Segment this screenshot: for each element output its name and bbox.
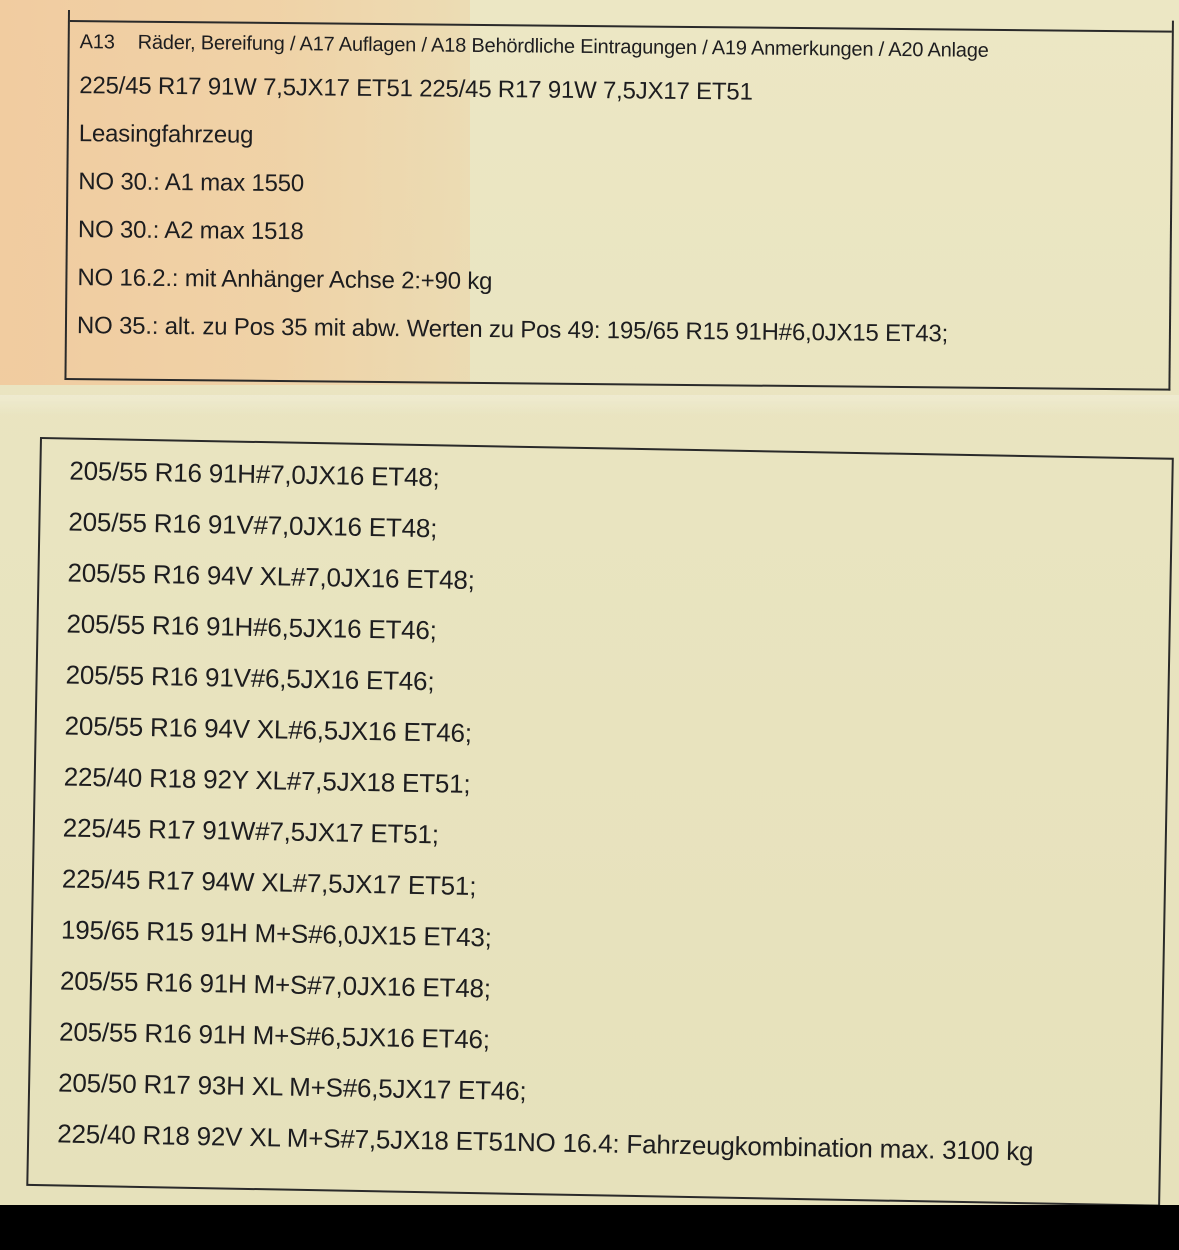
- tire-entry: 195/65 R15 91H M+S#6,0JX15 ET43;: [60, 914, 493, 953]
- remarks-lines: [77, 22, 1164, 360]
- tire-entry: 225/45 R17 94W XL#7,5JX17 ET51;: [61, 863, 477, 902]
- text-line: NO 35.: alt. zu Pos 35 mit abw. Werten zu Pos 49: 195/65 R15 91H#6,0JX15 ET43;: [76, 312, 949, 348]
- section-code: A13: [79, 31, 115, 54]
- tire-entry: 205/55 R16 94V XL#6,5JX16 ET46;: [64, 710, 473, 748]
- tire-entry: 205/55 R16 91H#7,0JX16 ET48;: [69, 455, 440, 493]
- tire-entry: 205/50 R17 93H XL M+S#6,5JX17 ET46;: [57, 1067, 527, 1107]
- text-line: NO 16.2.: mit Anhänger Achse 2:+90 kg: [77, 264, 493, 296]
- tire-list-box: [26, 437, 1174, 1205]
- text-line: NO 30.: A1 max 1550: [78, 168, 305, 198]
- tire-entry: 225/45 R17 91W#7,5JX17 ET51;: [62, 812, 440, 850]
- tire-entry: 205/55 R16 94V XL#7,0JX16 ET48;: [67, 557, 475, 595]
- text-line: Leasingfahrzeug: [78, 120, 254, 149]
- text-line: NO 30.: A2 max 1518: [77, 216, 304, 246]
- tire-entry: 225/40 R18 92V XL M+S#7,5JX18 ET51NO 16.4: Fahrzeugkombination max. 3100 kg: [56, 1118, 1034, 1167]
- text-line: 225/45 R17 91W 7,5JX17 ET51 225/45 R17 91W 7,5JX17 ET51: [79, 72, 753, 106]
- bottom-black-bar: [0, 1205, 1179, 1250]
- tire-entry: 205/55 R16 91H#6,5JX16 ET46;: [66, 608, 438, 646]
- section-title: Räder, Bereifung / A17 Auflagen / A18 Behördliche Eintragungen / A19 Anmerkungen / A20 Anlage: [137, 31, 989, 62]
- paper-fold: [0, 395, 1179, 415]
- tire-entry: 205/55 R16 91V#6,5JX16 ET46;: [65, 659, 435, 697]
- tire-list: [57, 446, 1168, 1180]
- tire-entry: 205/55 R16 91V#7,0JX16 ET48;: [68, 506, 438, 544]
- remarks-box-top: [64, 10, 1174, 391]
- tire-entry: 205/55 R16 91H M+S#7,0JX16 ET48;: [59, 965, 492, 1004]
- tire-entry: 205/55 R16 91H M+S#6,5JX16 ET46;: [58, 1016, 491, 1055]
- tire-entry: 225/40 R18 92Y XL#7,5JX18 ET51;: [63, 761, 471, 799]
